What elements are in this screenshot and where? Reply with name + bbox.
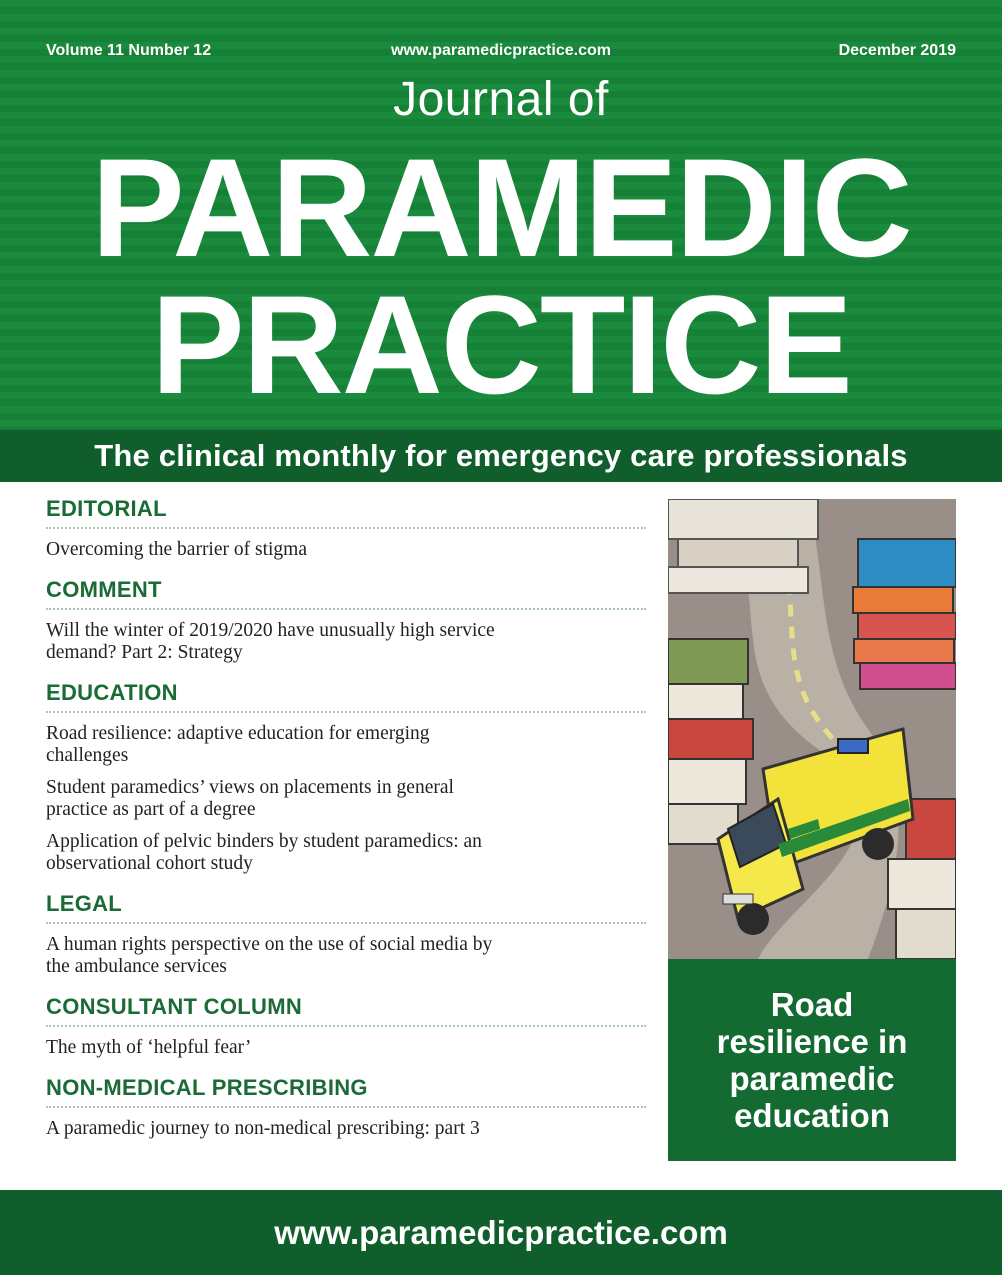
masthead — [0, 0, 1002, 430]
article-link[interactable]: Will the winter of 2019/2020 have unusually high service demand? Part 2: Strategy — [46, 620, 495, 663]
section-heading: CONSULTANT COLUMN — [46, 988, 646, 1027]
section-non-medical-prescribing — [46, 1069, 646, 1140]
section-heading: NON-MEDICAL PRESCRIBING — [46, 1069, 646, 1108]
top-website-link[interactable]: www.paramedicpractice.com — [391, 42, 611, 59]
article-link[interactable]: A human rights perspective on the use of social media by the ambulance services — [46, 934, 493, 977]
journal-of-label: Journal of — [393, 73, 609, 126]
title-paramedic: PARAMEDIC — [91, 129, 911, 286]
ambulance-books-illustration — [668, 499, 956, 959]
section-heading: LEGAL — [46, 885, 646, 924]
feature-caption-box — [668, 959, 956, 1161]
book-stack-top-left — [668, 499, 818, 593]
section-consultant-column — [46, 988, 646, 1059]
tagline: The clinical monthly for emergency care professionals — [0, 430, 1002, 482]
section-heading: EDUCATION — [46, 674, 646, 713]
section-heading: EDITORIAL — [46, 490, 646, 529]
article-link[interactable]: A paramedic journey to non-medical prescribing: part 3 — [46, 1118, 480, 1139]
cover-feature — [668, 499, 956, 1161]
article-link[interactable]: Road resilience: adaptive education for emerging challenges — [46, 723, 430, 766]
footer-website-link[interactable]: www.paramedicpractice.com — [0, 1190, 1002, 1275]
section-editorial — [46, 490, 646, 561]
feature-caption: Road resilience in paramedic education — [716, 986, 908, 1134]
section-education — [46, 674, 646, 875]
section-comment — [46, 571, 646, 664]
contents-list — [46, 490, 646, 1150]
section-heading: COMMENT — [46, 571, 646, 610]
issue-date: December 2019 — [838, 42, 956, 59]
article-link[interactable]: The myth of ‘helpful fear’ — [46, 1037, 252, 1058]
article-link[interactable]: Student paramedics’ views on placements in general practice as part of a degree — [46, 777, 454, 820]
article-link[interactable]: Overcoming the barrier of stigma — [46, 539, 307, 560]
title-practice: PRACTICE — [151, 266, 851, 423]
article-link[interactable]: Application of pelvic binders by student paramedics: an observational cohort study — [46, 831, 482, 874]
book-stack-right — [853, 539, 956, 689]
section-legal — [46, 885, 646, 978]
volume-number: Volume 11 Number 12 — [46, 42, 212, 59]
